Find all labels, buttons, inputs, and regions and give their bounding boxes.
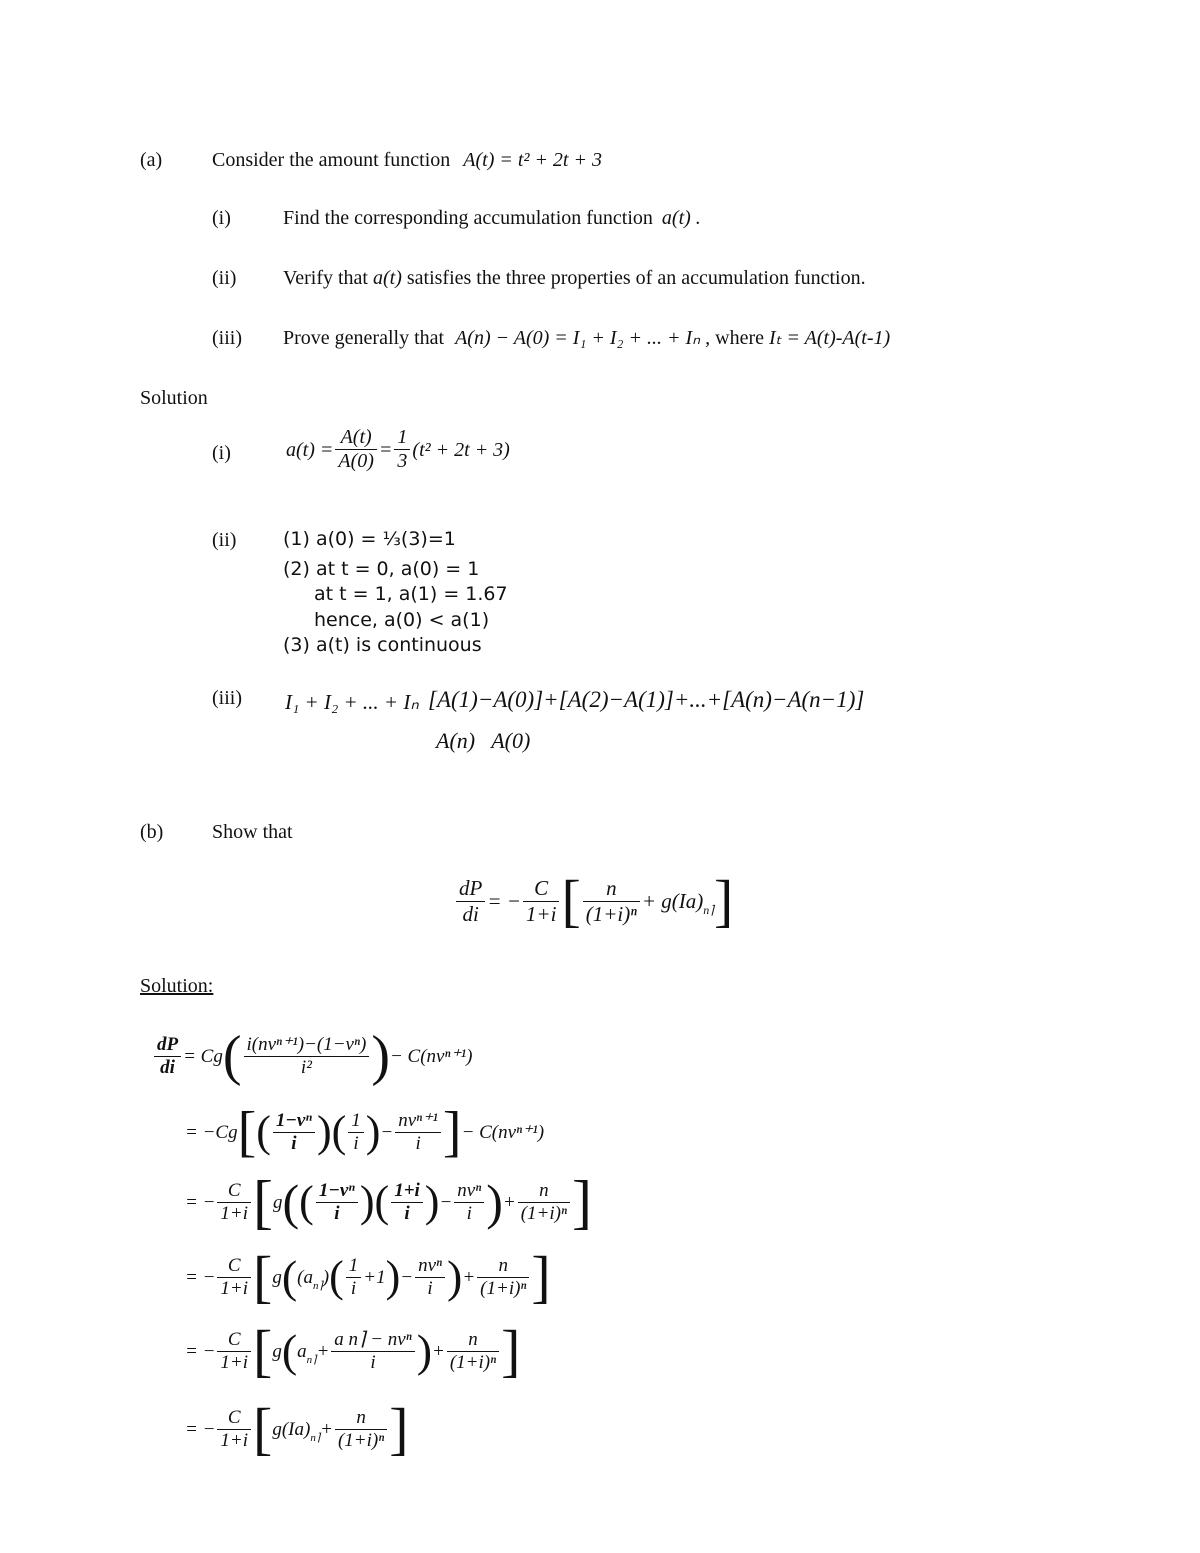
solution-i-frac-bot: A(0): [338, 450, 374, 472]
derivation-line-3: [185, 1169, 592, 1235]
l1-eq: = Cg: [183, 1045, 223, 1067]
l2-pre: = −Cg: [185, 1121, 238, 1143]
l5-n-bot: (1+i)ⁿ: [449, 1351, 497, 1373]
solution-a-heading: Solution: [140, 387, 208, 409]
solution-ii-line-4: hence, a(0) < a(1): [314, 609, 490, 631]
l2-f2-top: 1: [348, 1110, 364, 1133]
l4-f3-top: nvⁿ: [415, 1255, 445, 1278]
question-ii-pre: Verify that: [283, 267, 368, 289]
part-a-label: (a): [140, 149, 163, 171]
solution-i-frac-top: A(t): [335, 426, 377, 450]
l3-f1-top: 1−vⁿ: [316, 1180, 358, 1203]
l5-a: a: [297, 1340, 307, 1362]
l1-paren-close: ): [371, 1025, 390, 1087]
l2-p1-open: (: [256, 1107, 271, 1156]
question-iii-math2: Iₜ = A(t)-A(t-1): [768, 327, 891, 349]
l6-plus: +: [320, 1418, 333, 1440]
question-ii-post: satisfies the three properties of an accumulation function.: [406, 267, 866, 289]
l1-frac: [244, 1034, 370, 1079]
l4-a-close: ): [322, 1266, 330, 1288]
l1-lhs-bot: di: [160, 1056, 175, 1078]
l4-f-top: 1: [346, 1255, 362, 1278]
solution-ii-number: (ii): [212, 529, 237, 551]
l3-f3: [454, 1180, 484, 1225]
l4-bracket-close: ]: [531, 1244, 551, 1309]
part-a-intro: [212, 150, 602, 170]
solution-i-equation: [286, 426, 510, 473]
l4-a: (a: [297, 1266, 313, 1288]
l3-c: [217, 1180, 251, 1225]
l4-n-bot: (1+i)ⁿ: [480, 1277, 527, 1299]
solution-iii-number: (iii): [212, 687, 242, 709]
part-b-n: n: [583, 876, 640, 901]
l3-n: [518, 1180, 570, 1225]
question-iii-number: (iii): [212, 327, 242, 349]
l5-outer-open: (: [281, 1325, 298, 1376]
derivation-line-5: [185, 1318, 521, 1383]
part-b-c-frac: [523, 876, 560, 925]
l6-c: [217, 1407, 251, 1452]
l4-p-open: (: [329, 1252, 344, 1301]
solution-i-third: [394, 426, 410, 473]
l5-n-top: n: [447, 1329, 499, 1352]
l3-n-top: n: [518, 1180, 570, 1203]
solution-i-lhs: a(t) =: [286, 438, 334, 461]
l4-c-bot: 1+i: [220, 1277, 249, 1299]
solution-iii-lhs: I₁ + I₂ + ... + Iₙ: [285, 690, 419, 714]
l5-outer-close: ): [416, 1325, 433, 1376]
l1-tail: − C(nvⁿ⁺¹): [389, 1045, 473, 1067]
solution-i-third-bot: 3: [397, 450, 408, 472]
l3-bracket-close: ]: [571, 1169, 592, 1235]
l3-plus: +: [502, 1191, 516, 1213]
l5-plus: +: [432, 1340, 445, 1362]
l3-outer-close: ): [486, 1174, 503, 1230]
l5-c-top: C: [217, 1329, 251, 1352]
l2-p2-open: (: [331, 1107, 347, 1156]
solution-i-number: (i): [212, 442, 231, 464]
derivation-line-2: [185, 1101, 545, 1163]
l4-bracket-open: [: [253, 1244, 273, 1309]
question-i-math: a(t) .: [661, 207, 701, 229]
l4-outer-close: ): [447, 1251, 463, 1302]
l1-paren-open: (: [222, 1025, 242, 1087]
l5-a-sub: n⌉: [306, 1354, 317, 1366]
solution-ii-line-5: (3) a(t) is continuous: [283, 634, 482, 656]
part-b-bracket-close: ]: [713, 868, 734, 933]
l1-frac-bot: i²: [300, 1056, 312, 1078]
part-b-g: + g(Ia): [641, 888, 704, 913]
derivation-line-1: [152, 1025, 473, 1087]
part-b-equation: [454, 868, 734, 933]
l2-f1-top: 1−vⁿ: [273, 1110, 315, 1133]
part-b-dp: dP: [456, 876, 485, 901]
part-b-den: (1+i)ⁿ: [585, 901, 637, 926]
solution-ii-line-1: (1) a(0) = ⅓(3)=1: [283, 528, 456, 550]
l4-g: g: [272, 1266, 282, 1288]
l2-f3-bot: i: [415, 1132, 421, 1154]
question-ii-math: a(t): [372, 267, 402, 289]
l4-c-top: C: [217, 1255, 251, 1278]
l4-c: [217, 1255, 251, 1300]
l2-f2-bot: i: [353, 1132, 359, 1154]
l2-p1-close: ): [316, 1107, 332, 1156]
question-iii-pre: Prove generally that: [283, 327, 445, 349]
part-a-intro-text: Consider the amount function: [212, 149, 451, 171]
l2-bracket-open: [: [237, 1101, 257, 1163]
l3-p2-close: ): [424, 1177, 440, 1226]
l4-f3-bot: i: [427, 1277, 433, 1299]
part-b-sub: n⌉: [703, 903, 714, 917]
question-ii-number: (ii): [212, 267, 237, 289]
l2-f1: [273, 1110, 315, 1155]
amount-function: A(t) = t² + 2t + 3: [463, 149, 602, 171]
question-iii-text: [283, 328, 890, 348]
part-b-n-frac: [583, 876, 640, 925]
l4-f: [346, 1255, 362, 1300]
l4-outer-open: (: [281, 1251, 298, 1302]
part-b-label: (b): [140, 821, 164, 843]
question-ii-text: [283, 268, 866, 288]
l6-n-bot: (1+i)ⁿ: [337, 1429, 385, 1451]
l3-minus: −: [439, 1191, 453, 1213]
l2-f1-bot: i: [291, 1132, 297, 1154]
part-b-di: di: [462, 901, 479, 926]
solution-iii-line2: A(n) A(0): [436, 728, 531, 753]
l4-eq: = −: [185, 1266, 216, 1288]
l3-g: g: [273, 1191, 283, 1213]
l3-p1-close: ): [359, 1177, 375, 1226]
l6-n: [335, 1407, 387, 1452]
l3-f1: [316, 1180, 358, 1225]
l4-plus: +: [462, 1266, 476, 1288]
l5-plus-a: +: [316, 1340, 330, 1362]
l2-f3-top: nvⁿ⁺¹: [395, 1110, 441, 1133]
l4-plus1: +1: [363, 1266, 386, 1288]
derivation-line-4: [185, 1244, 551, 1309]
part-b-c: C: [523, 876, 560, 901]
l3-n-bot: (1+i)ⁿ: [520, 1202, 567, 1224]
l4-minus: −: [400, 1266, 414, 1288]
l6-bracket-close: ]: [389, 1396, 409, 1461]
part-b-dp-di: [456, 876, 485, 925]
solution-ii-line-3: at t = 1, a(1) = 1.67: [314, 583, 508, 605]
l5-c: [217, 1329, 251, 1374]
l5-bracket-open: [: [253, 1318, 273, 1383]
part-b-eq: = −: [487, 888, 521, 913]
solution-i-eq: =: [378, 438, 393, 461]
l6-eq: = −: [185, 1418, 216, 1440]
l3-f2-top: 1+i: [391, 1180, 423, 1203]
l6-sub: n⌉: [310, 1432, 321, 1444]
l5-c-bot: 1+i: [220, 1351, 249, 1373]
l3-bracket-open: [: [253, 1169, 273, 1235]
question-iii-math: A(n) − A(0) = I₁ + I₂ + ... + Iₙ ,: [455, 327, 711, 349]
l3-f1-bot: i: [334, 1202, 340, 1224]
l5-f-top: a n⌉ − nvⁿ: [331, 1329, 414, 1352]
l2-p2-close: ): [365, 1107, 381, 1156]
l4-f3: [415, 1255, 445, 1300]
solution-i-third-top: 1: [394, 426, 410, 450]
l3-p2-open: (: [374, 1177, 390, 1226]
solution-b-heading: Solution:: [140, 975, 214, 997]
l4-n-top: n: [477, 1255, 529, 1278]
l6-c-bot: 1+i: [220, 1429, 249, 1451]
solution-iii-rhs: [A(1)−A(0)]+[A(2)−A(1)]+...+[A(n)−A(n−1)]: [428, 687, 865, 712]
l6-c-top: C: [217, 1407, 251, 1430]
l1-lhs: [154, 1034, 181, 1079]
part-b-text: Show that: [212, 821, 293, 843]
l1-frac-top: i(nvⁿ⁺¹)−(1−vⁿ): [244, 1034, 370, 1057]
l4-p-close: ): [385, 1252, 401, 1301]
l2-tail: − C(nvⁿ⁺¹): [461, 1121, 545, 1143]
l3-f3-top: nvⁿ: [454, 1180, 484, 1203]
l3-p1-open: (: [299, 1177, 314, 1226]
l5-bracket-close: ]: [501, 1318, 521, 1383]
l1-lhs-top: dP: [154, 1034, 181, 1057]
part-b-bracket-open: [: [561, 868, 581, 933]
l3-f2: [391, 1180, 423, 1225]
question-i-text: [283, 208, 701, 228]
l6-g: g(Ia): [272, 1418, 311, 1440]
l4-n: [477, 1255, 529, 1300]
question-i-label: Find the corresponding accumulation function: [283, 207, 653, 229]
l3-f3-bot: i: [466, 1202, 472, 1224]
l3-outer-open: (: [282, 1174, 300, 1230]
l6-bracket-open: [: [253, 1396, 273, 1461]
part-b-1i: 1+i: [525, 901, 557, 926]
l4-sub: n⌉: [313, 1280, 323, 1292]
l5-f: [331, 1329, 414, 1374]
l5-n: [447, 1329, 499, 1374]
l5-g: g: [272, 1340, 282, 1362]
l2-minus: −: [380, 1121, 394, 1143]
solution-i-frac: [335, 426, 377, 473]
solution-ii-line-2: (2) at t = 0, a(0) = 1: [283, 558, 480, 580]
l3-eq: = −: [185, 1191, 216, 1213]
l3-c-top: C: [217, 1180, 251, 1203]
question-iii-post: where: [715, 327, 764, 349]
derivation-line-6: [185, 1396, 409, 1461]
l3-f2-bot: i: [404, 1202, 410, 1224]
solution-i-paren: (t² + 2t + 3): [412, 438, 510, 461]
l2-f3: [395, 1110, 441, 1155]
l2-f2: [348, 1110, 364, 1155]
l4-f-bot: i: [350, 1277, 357, 1299]
question-i-number: (i): [212, 207, 231, 229]
l5-f-bot: i: [370, 1351, 376, 1373]
l2-bracket-close: ]: [442, 1101, 462, 1163]
l5-eq: = −: [185, 1340, 216, 1362]
l3-c-bot: 1+i: [220, 1202, 249, 1224]
l6-n-top: n: [335, 1407, 387, 1430]
